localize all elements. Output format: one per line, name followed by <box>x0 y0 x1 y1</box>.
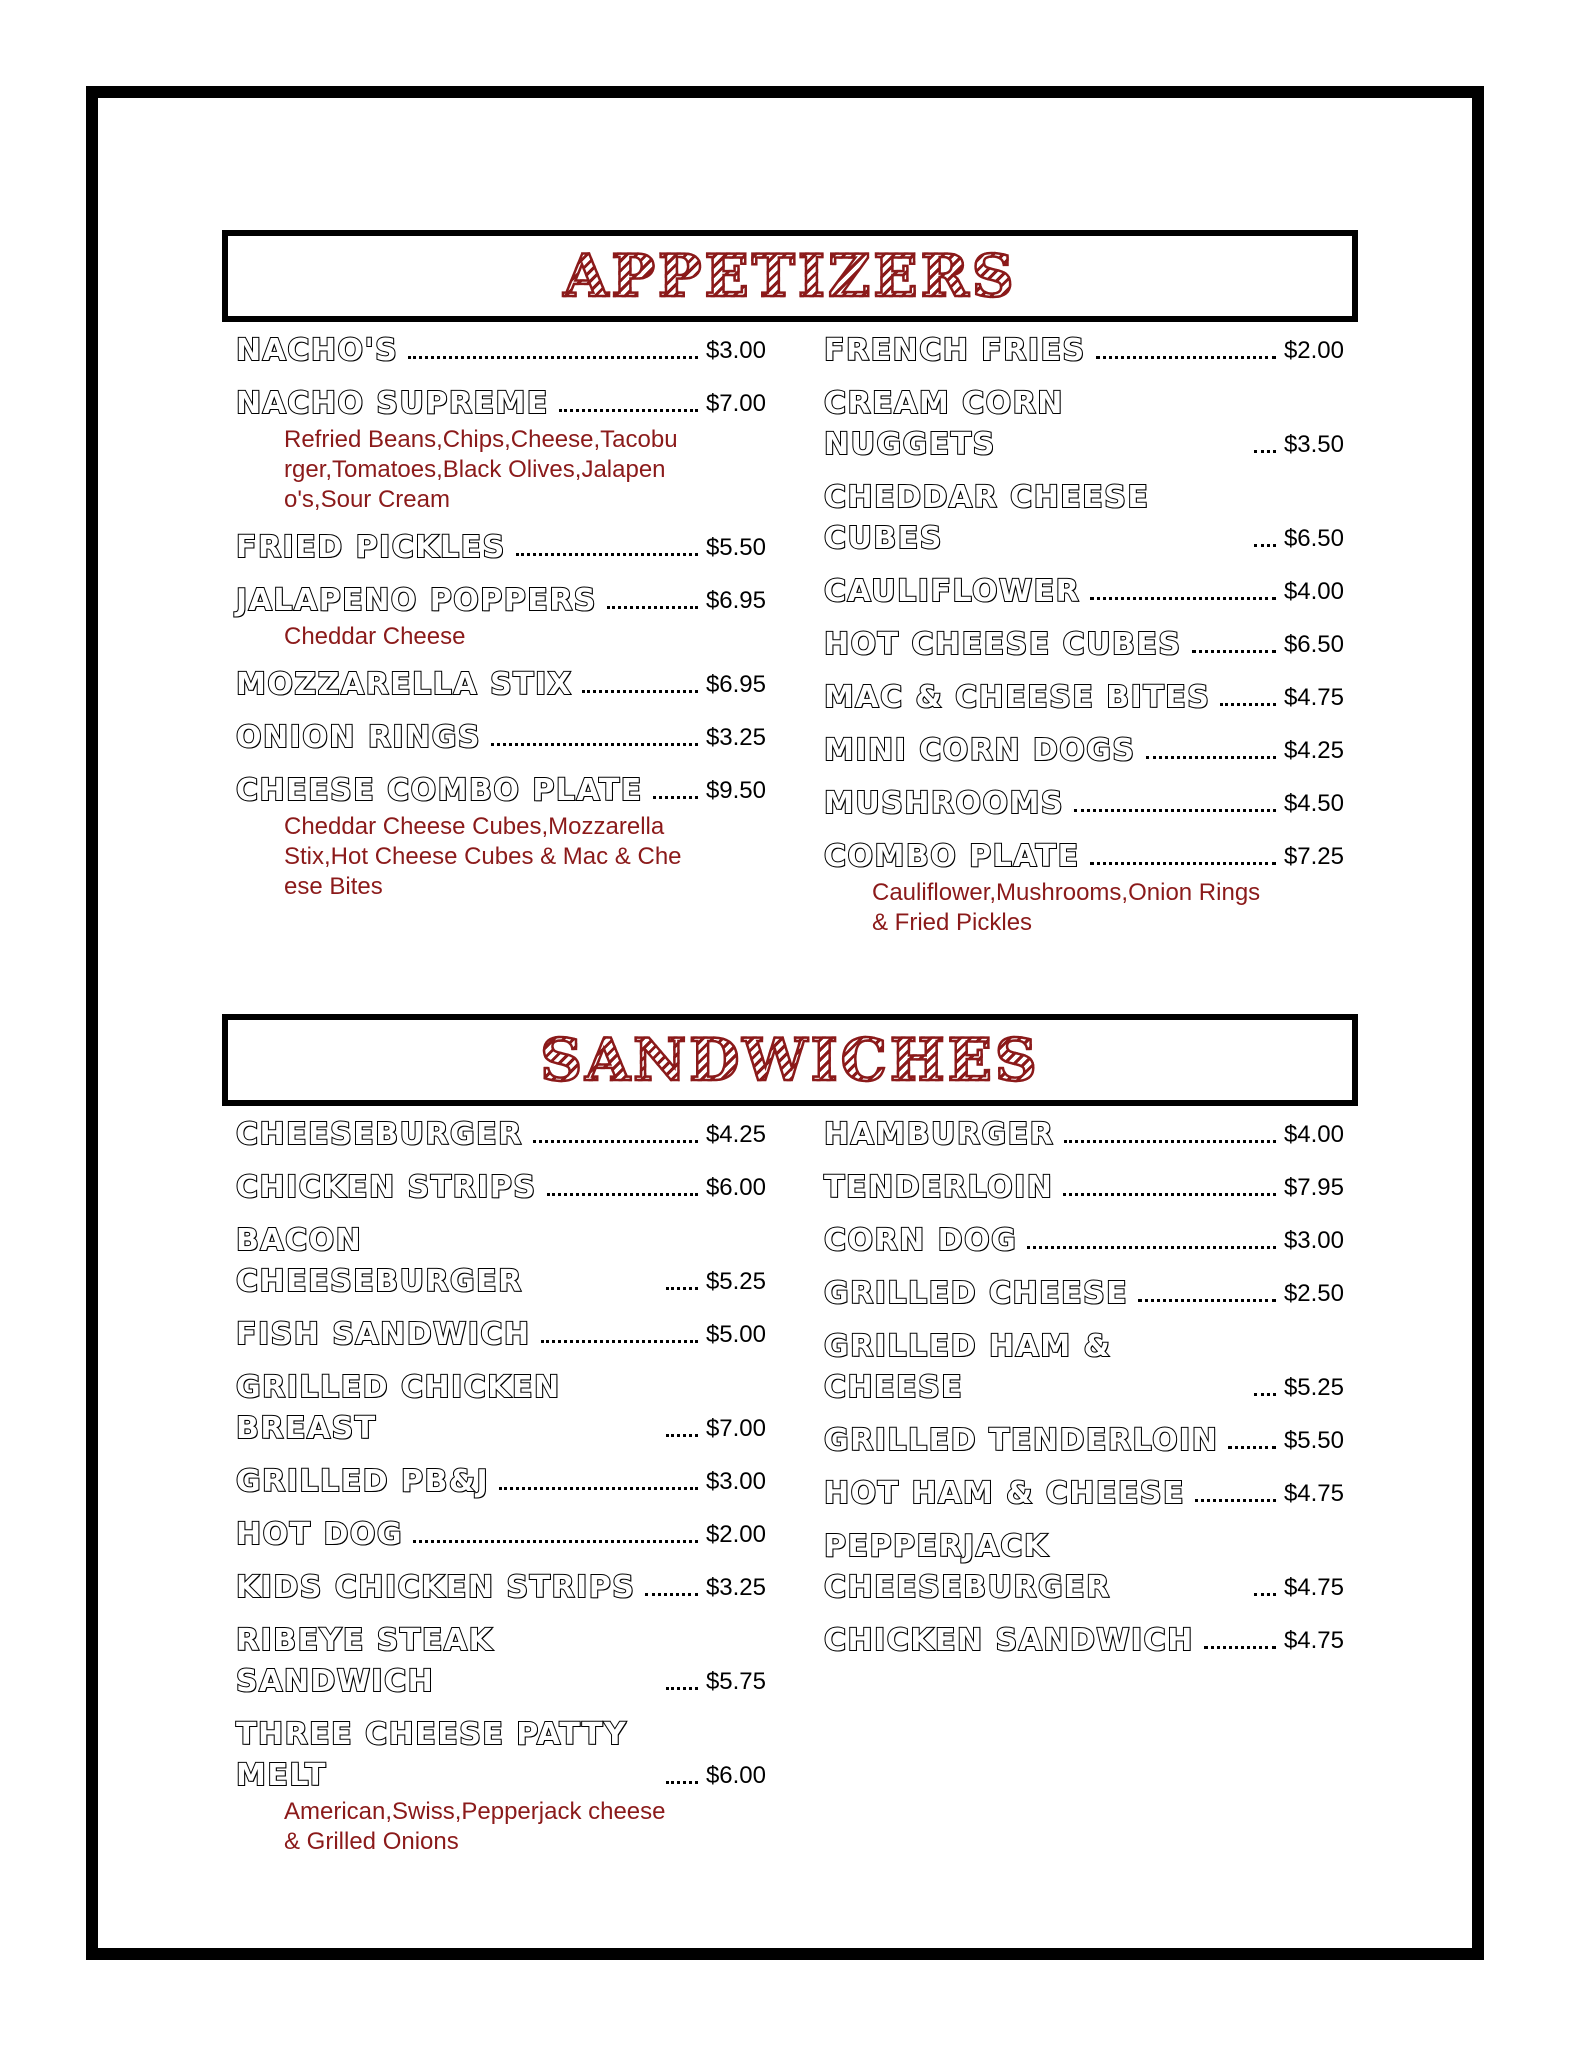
menu-item-price: $4.75 <box>1283 1480 1344 1507</box>
menu-item-price: $3.50 <box>1283 431 1344 458</box>
menu-item-price: $5.50 <box>705 534 766 561</box>
menu-item-price: $5.25 <box>1283 1374 1344 1401</box>
menu-item <box>824 836 1344 938</box>
menu-item <box>236 1714 766 1857</box>
menu-item-row <box>236 1167 766 1208</box>
menu-item-name: GRILLED CHEESE <box>824 1276 1129 1311</box>
menu-item <box>824 1620 1344 1661</box>
menu-item <box>824 1114 1344 1155</box>
menu-item-name: GRILLED CHICKEN BREAST <box>236 1370 561 1446</box>
menu-item-description: Refried Beans,Chips,Cheese,Tacoburger,Tomatoes,Black Olives,Jalapeno's,Sour Cream <box>284 426 678 513</box>
menu-item-row <box>824 783 1344 824</box>
menu-item-name: CHICKEN SANDWICH <box>824 1623 1194 1658</box>
menu-item-price: $7.25 <box>1283 843 1344 870</box>
menu-columns <box>222 330 1358 950</box>
dot-leader <box>666 1434 698 1437</box>
menu-item-price: $4.75 <box>1283 684 1344 711</box>
menu-item-row <box>236 1367 766 1449</box>
menu-item-row <box>824 624 1344 665</box>
menu-item-price: $4.25 <box>705 1121 766 1148</box>
menu-item-row <box>236 1620 766 1702</box>
menu-item-price: $5.00 <box>705 1321 766 1348</box>
menu-column-right <box>824 330 1344 950</box>
menu-item-name: CORN DOG <box>824 1223 1018 1258</box>
menu-item-row <box>824 730 1344 771</box>
menu-item-price: $5.25 <box>705 1268 766 1295</box>
menu-item-row <box>236 664 766 705</box>
menu-item-price: $4.75 <box>1283 1574 1344 1601</box>
menu-item-row <box>236 383 766 424</box>
sandwiches-section <box>222 1014 1358 1869</box>
dot-leader <box>582 690 698 693</box>
dot-leader <box>541 1340 698 1343</box>
menu-item-name: HAMBURGER <box>824 1117 1055 1152</box>
menu-item <box>236 1514 766 1555</box>
menu-item-price: $4.75 <box>1283 1627 1344 1654</box>
section-title: APPETIZERS <box>563 242 1017 310</box>
menu-item-row <box>824 1420 1344 1461</box>
menu-item <box>236 1620 766 1702</box>
menu-item-price: $7.00 <box>705 390 766 417</box>
dot-leader <box>1228 1446 1276 1449</box>
dot-leader <box>666 1287 698 1290</box>
menu-item-price: $6.50 <box>1283 525 1344 552</box>
menu-item-price: $6.00 <box>705 1174 766 1201</box>
menu-item-row <box>236 1514 766 1555</box>
menu-item-name: THREE CHEESE PATTY MELT <box>236 1717 628 1793</box>
menu-item-name: CHEESE COMBO PLATE <box>236 773 643 808</box>
dot-leader <box>1138 1299 1276 1302</box>
menu-item-name: MUSHROOMS <box>824 786 1064 821</box>
menu-item-row <box>236 527 766 568</box>
menu-item-description: Cauliflower,Mushrooms,Onion Rings & Fried Pickles <box>872 879 1261 936</box>
menu-item-row <box>236 770 766 811</box>
menu-item-name: HOT HAM & CHEESE <box>824 1476 1185 1511</box>
dot-leader <box>559 409 698 412</box>
section-header <box>222 1014 1358 1106</box>
menu-item-row <box>824 1167 1344 1208</box>
menu-item-price: $5.50 <box>1283 1427 1344 1454</box>
menu-item-name: KIDS CHICKEN STRIPS <box>236 1570 636 1605</box>
menu-item-name: NACHO SUPREME <box>236 386 549 421</box>
menu-item-name: CAULIFLOWER <box>824 574 1081 609</box>
menu-item-price: $3.00 <box>705 1468 766 1495</box>
menu-item-price: $3.25 <box>705 724 766 751</box>
menu-item-price: $2.50 <box>1283 1280 1344 1307</box>
menu-item-row <box>236 1220 766 1302</box>
dot-leader <box>653 796 698 799</box>
menu-item-name: HOT DOG <box>236 1517 404 1552</box>
menu-item-name: TENDERLOIN <box>824 1170 1054 1205</box>
menu-item-name: MOZZARELLA STIX <box>236 667 573 702</box>
menu-item-row <box>824 1273 1344 1314</box>
menu-item-price: $4.00 <box>1283 1121 1344 1148</box>
appetizers-section <box>222 230 1358 950</box>
menu-item-row <box>236 1567 766 1608</box>
dot-leader <box>547 1193 698 1196</box>
menu-item-price: $2.00 <box>1283 337 1344 364</box>
menu-item-row <box>236 580 766 621</box>
menu-item-price: $3.25 <box>705 1574 766 1601</box>
dot-leader <box>666 1781 698 1784</box>
menu-item-price: $4.00 <box>1283 578 1344 605</box>
menu-column-left <box>236 1114 766 1869</box>
menu-item-row <box>824 330 1344 371</box>
menu-item-row <box>824 383 1344 465</box>
menu-item-row <box>236 330 766 371</box>
menu-item <box>824 1273 1344 1314</box>
menu-item-price: $3.00 <box>705 337 766 364</box>
menu-item <box>236 1167 766 1208</box>
menu-item <box>824 1420 1344 1461</box>
menu-item <box>236 1220 766 1302</box>
menu-item-price: $6.95 <box>705 671 766 698</box>
dot-leader <box>1254 544 1276 547</box>
menu-item-price: $7.95 <box>1283 1174 1344 1201</box>
menu-item <box>824 383 1344 465</box>
menu-item <box>236 717 766 758</box>
menu-item <box>236 1314 766 1355</box>
dot-leader <box>645 1593 698 1596</box>
menu-item <box>824 783 1344 824</box>
section-header <box>222 230 1358 322</box>
menu-item-name: FISH SANDWICH <box>236 1317 531 1352</box>
dot-leader <box>1195 1499 1276 1502</box>
menu-item-price: $6.50 <box>1283 631 1344 658</box>
menu-item-name: COMBO PLATE <box>824 839 1080 874</box>
menu-item-name: JALAPENO POPPERS <box>236 583 597 618</box>
dot-leader <box>499 1487 698 1490</box>
menu-item-name: CHICKEN STRIPS <box>236 1170 537 1205</box>
menu-item <box>824 1167 1344 1208</box>
menu-item-name: GRILLED PB&J <box>236 1464 490 1499</box>
menu-item-name: CREAM CORN NUGGETS <box>824 386 1064 462</box>
menu-item-price: $9.50 <box>705 777 766 804</box>
dot-leader <box>408 356 698 359</box>
dot-leader <box>1063 1193 1276 1196</box>
menu-item-name: RIBEYE STEAK SANDWICH <box>236 1623 494 1699</box>
menu-item <box>236 770 766 902</box>
dot-leader <box>1090 862 1276 865</box>
menu-item-name: BACON CHEESEBURGER <box>236 1223 523 1299</box>
menu-column-right <box>824 1114 1344 1869</box>
menu-item <box>824 1526 1344 1608</box>
menu-item-description: American,Swiss,Pepperjack cheese & Grilled Onions <box>284 1798 666 1855</box>
menu-item-row <box>824 1473 1344 1514</box>
dot-leader <box>1192 650 1276 653</box>
dot-leader <box>491 743 698 746</box>
menu-item <box>236 330 766 371</box>
menu-item-row <box>824 1526 1344 1608</box>
menu-item <box>236 664 766 705</box>
menu-item-row <box>824 836 1344 877</box>
dot-leader <box>1090 597 1276 600</box>
menu-item-name: MAC & CHEESE BITES <box>824 680 1211 715</box>
menu-item-name: FRENCH FRIES <box>824 333 1086 368</box>
menu-item-row <box>824 1326 1344 1408</box>
menu-item-price: $6.95 <box>705 587 766 614</box>
menu-item-name: FRIED PICKLES <box>236 530 506 565</box>
menu-item <box>236 1367 766 1449</box>
menu-item-name: ONION RINGS <box>236 720 481 755</box>
menu-item-description: Cheddar Cheese Cubes,Mozzarella Stix,Hot Cheese Cubes & Mac & Cheese Bites <box>284 813 682 900</box>
dot-leader <box>607 606 698 609</box>
menu-item-price: $4.50 <box>1283 790 1344 817</box>
menu-item-name: PEPPERJACK CHEESEBURGER <box>824 1529 1111 1605</box>
menu-item-price: $4.25 <box>1283 737 1344 764</box>
menu-item-row <box>824 477 1344 559</box>
menu-item-row <box>824 1220 1344 1261</box>
menu-item-price: $2.00 <box>705 1521 766 1548</box>
dot-leader <box>1074 809 1276 812</box>
menu-item-row <box>824 1114 1344 1155</box>
menu-item <box>824 477 1344 559</box>
menu-item <box>824 1473 1344 1514</box>
dot-leader <box>1064 1140 1276 1143</box>
dot-leader <box>1204 1646 1276 1649</box>
menu-item <box>236 1461 766 1502</box>
dot-leader <box>1254 450 1276 453</box>
menu-item-price: $7.00 <box>705 1415 766 1442</box>
menu-columns <box>222 1114 1358 1869</box>
dot-leader <box>1096 356 1276 359</box>
menu-item-price: $3.00 <box>1283 1227 1344 1254</box>
section-title: SANDWICHES <box>540 1026 1040 1094</box>
menu-item-name: CHEESEBURGER <box>236 1117 523 1152</box>
menu-item-description: Cheddar Cheese <box>284 623 466 650</box>
menu-item <box>824 730 1344 771</box>
menu-item-name: GRILLED HAM & CHEESE <box>824 1329 1112 1405</box>
menu-item <box>236 383 766 515</box>
menu-item <box>824 1326 1344 1408</box>
menu-item-row <box>824 677 1344 718</box>
dot-leader <box>1254 1593 1276 1596</box>
dot-leader <box>1254 1393 1276 1396</box>
menu-item-name: GRILLED TENDERLOIN <box>824 1423 1219 1458</box>
menu-item-name: MINI CORN DOGS <box>824 733 1136 768</box>
menu-item-row <box>236 1461 766 1502</box>
dot-leader <box>1027 1246 1276 1249</box>
menu-item <box>824 624 1344 665</box>
menu-item <box>824 571 1344 612</box>
menu-item-name: NACHO'S <box>236 333 399 368</box>
dot-leader <box>1220 703 1276 706</box>
menu-item-name: CHEDDAR CHEESE CUBES <box>824 480 1150 556</box>
menu-item <box>236 1567 766 1608</box>
menu-item <box>236 580 766 652</box>
menu-item <box>824 1220 1344 1261</box>
menu-item-row <box>824 1620 1344 1661</box>
dot-leader <box>413 1540 698 1543</box>
menu-item <box>824 330 1344 371</box>
menu-item <box>236 1114 766 1155</box>
menu-item <box>236 527 766 568</box>
dot-leader <box>666 1687 698 1690</box>
menu-item-name: HOT CHEESE CUBES <box>824 627 1182 662</box>
menu-item-row <box>236 1314 766 1355</box>
menu-item-row <box>824 571 1344 612</box>
menu-item <box>824 677 1344 718</box>
menu-item-price: $5.75 <box>705 1668 766 1695</box>
dot-leader <box>533 1140 698 1143</box>
menu-item-row <box>236 1714 766 1796</box>
dot-leader <box>1146 756 1276 759</box>
dot-leader <box>516 553 698 556</box>
menu-item-row <box>236 1114 766 1155</box>
menu-item-price: $6.00 <box>705 1762 766 1789</box>
menu-column-left <box>236 330 766 950</box>
menu-item-row <box>236 717 766 758</box>
